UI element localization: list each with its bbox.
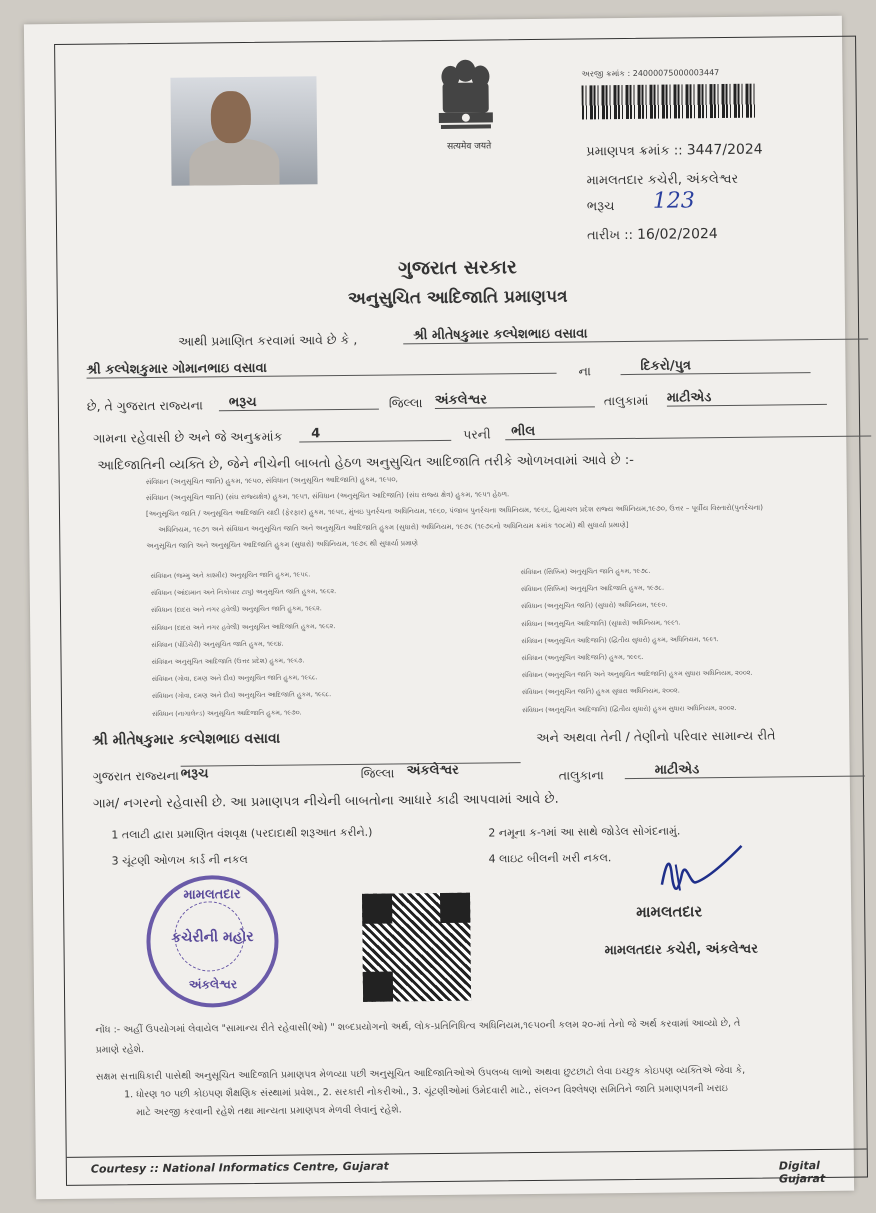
and-or-text: અને અથવા તેની / તેણીનો પરિવાર સામાન્ય રીતે [536,727,776,745]
order-item: સંવિધાન (દાદરા અને નગર હવેલી) અનુસૂચિત જાતિ હુકમ, ૧૯૬૨. [150,604,322,615]
order-item: સંવિધાન (આંદામાન અને નિકોબાર ટાપુ) અનુસૂચિત જાતિ હુકમ, ૧૯૬૨. [150,587,337,598]
residency-jilla-label: જિલ્લા [360,765,395,781]
issue-date-row [587,226,718,243]
fine-print-line: સંવિધાન (અનુસૂચિત જાતિ) (સંઘ રાજ્યક્ષેત્ર) હુકમ, ૧૯૫૧, સંવિધાન (અનુસૂચિત આદિજાતિ) (સંઘ રાજ્ય ક્ષેત્ર) હુકમ, ૧૯૫૧ હેઠળ. [145,490,510,503]
district-label: ભરૂચ [586,199,615,215]
issue-date: 16/02/2024 [636,226,718,243]
certificate-number-row [586,142,763,160]
na-label: ના [578,363,591,379]
talukama-label: તાલુકામાં [603,392,649,409]
resident-text: ગામના રહેવાસી છે અને જે અનુક્રમાંક [93,428,283,446]
order-item: સંવિધાન (ગોવા, દમણ અને દીવ) અનુસૂચિત જાતિ હુકમ, ૧૯૬૮. [151,673,318,684]
note-line: નોંધ :- અહીં ઉપયોગમાં લેવાયેલ "સામાન્ય રીતે રહેવાસી(ઓ) " શબ્દપ્રયોગનો અર્થ, લોક-પ્રતિનિધિત્વ અધિનિયમ,૧૯૫૦ની કલમ ૨૦-માં તેનો જે અર્થ કરવામાં આવ્યો છે, તે [95,1017,741,1036]
serial-number: 4 [299,425,451,443]
state-text: છે, તે ગુજરાત રાજ્યના [86,397,203,414]
order-item: સંવિધાન (અનુસૂચિત આદિજાતિ) હુકમ, ૧૯૯૬. [521,652,644,663]
note-block [95,1013,865,1061]
residency-talukana-label: તાલુકાના [558,767,604,783]
note-line: પ્રમાણે રહેશે. [95,1044,145,1056]
order-item: સંવિધાન (અનુસૂચિત જાતિ) (સુધારો) અધિનિયમ, ૧૯૯૦. [520,601,668,611]
declaration-text: આદિજાતિની વ્યક્તિ છે, જેને નીચેની બાબતો હેઠળ અનુસુચિત આદિજાતિ તરીકે ઓળખવામાં આવે છે :- [97,452,634,474]
orders-left-list [151,564,523,723]
order-item: સંવિધાન (અનુસૂચિત જાતિ અને અનુસૂચિત આદિજાતિ) હુકમ સુધારા અધિનિયમ, ૨૦૦૨. [521,668,753,680]
residency-state-label: ગુજરાત રાજ્યના [92,767,180,784]
orders-right-list [521,561,853,719]
office-seal [146,875,279,1008]
application-number: અરજી ક્રમાંક : 24000075000003447 [581,68,720,79]
eligibility-line: માટે અરજી કરવાની રહેશે તથા માન્યતા પ્રમાણપત્ર મેળવી લેવાનું રહેશે. [136,1104,402,1119]
basis-item-1: 1 તલાટી દ્વારા પ્રમાણિત વંશવૃક્ષ (પરદાદાથી શરૂઆત કરીને.) [111,825,373,842]
order-item: સંવિધાન (ગોવા, દમણ અને દીવ) અનુસૂચિત આદિજાતિ હુકમ, ૧૯૬૮. [151,690,332,701]
footer-courtesy: Courtesy :: National Informatics Centre, Gujarat [90,1159,389,1176]
fine-print-block [146,467,857,554]
certificate-number-label: પ્રમાણપત્ર ક્રમાંક :: [586,143,683,160]
order-item: સંવિધાન (જમ્મુ અને કાશ્મીર) અનુસૂચિત જાતિ હુકમ, ૧૯૫૬. [150,570,311,581]
fine-print-line: અધિનિયમ, ૧૯૭૧ અને સંવિધાન અનુસૂચિત જાતિ અને અનુસૂચિત આદિજાતિ હુકમ (સુધારો) અધિનિયમ, ૧૯૭૬ (૧૯૭૬નો અધિનિયમ ક્રમાંક ૧૦૮મો) થી સુધાર્યા પ્રમાણે] [158,521,629,534]
village-value: માટીએડ [667,389,827,407]
certificate-border [54,36,868,1186]
relation: દિકરો/પુત્ર [620,357,810,375]
candidate-name: શ્રી મીતેષકુમાર કલ્પેશભાઇ વસાવા [403,323,868,344]
fine-print-line: સંવિધાન (અનુસૂચિત જાતિ) હુકમ, ૧૯૫૦, સંવિધાન (અનુસૂચિત આદિજાતિ) હુકમ, ૧૯૫૦, [145,475,398,487]
handwritten-number: 123 [652,188,695,214]
ashoka-emblem-icon [430,52,501,148]
seal-top-text: મામલતદાર [183,887,241,903]
government-title: ગુજરાત સરકાર [398,256,517,280]
residency-village: માટીએડ [625,761,865,780]
issuing-office: મામલતદાર કચેરી, અંકલેશ્વર [586,171,739,189]
residency-district: ભરૂચ [181,762,521,782]
eligibility-line: સક્ષમ સત્તાધિકારી પાસેથી અનુસૂચિત આદિજાતિ પ્રમાણપત્ર મેળવ્યા પછી અનુસૂચિત આદિજાતિઓએ ઉપલબ્ધ લાભો અથવા છુટછાટો લેવા ઇચ્છુક કોઇપણ વ્યક્તિએ જેવા કે, [95,1064,746,1083]
certify-text: આથી પ્રમાણિત કરવામાં આવે છે કે , [178,331,358,349]
parni-label: પરની [463,426,491,442]
resident-name: શ્રી મીતેષકુમાર કલ્પેશભાઇ વસાવા [92,730,281,749]
seal-bottom-text: અંકલેશ્વર [188,977,238,992]
order-item: સંવિધાન (નાગાલેન્ડ) અનુસૂચિત આદિજાતિ હુકમ, ૧૯૭૦. [152,708,302,718]
residency-taluka: અંકલેશ્વર [406,762,459,779]
father-name: શ્રી કલ્પેશકુમાર ગોમાનભાઇ વસાવા [86,358,556,379]
qr-code [362,893,471,1002]
emblem-motto: सत्यमेव जयते [447,141,492,152]
order-item: સંવિધાન અનુસૂચિત આદિજાતિ (ઉત્તર પ્રદેશ) હુકમ, ૧૯૬૭. [151,656,305,667]
order-item: સંવિધાન (અનુસૂચિત આદિજાતિ) (દ્વિતીય સુધારો) હુકમ સુધારા અધિનિયમ, ૨૦૦૨. [522,703,737,714]
order-item: સંવિધાન (સિક્કિમ) અનુસૂચિત આદિજાતિ હુકમ, ૧૯૭૮. [520,583,665,594]
barcode [582,84,756,120]
footer-divider [67,1149,867,1158]
order-item: સંવિધાન (સિક્કિમ) અનુસૂચિત જાતિ હુકમ, ૧૯૭૮. [520,566,651,577]
eligibility-block [96,1061,867,1123]
issue-date-label: તારીખ :: [587,227,634,244]
order-item: સંવિધાન (અનુસૂચિત આદિજાતિ) (દ્વિતીય સુધારો) હુકમ, અધિનિયમ, ૧૯૯૧. [521,634,719,645]
certificate-number: 3447/2024 [686,141,763,159]
tribe-name: ભીલ [505,420,871,440]
signatory-title: મામલતદાર [636,902,703,921]
fine-print-line: અનુસૂચિત જાતિ અને અનુસૂચિત આદિજાતિ હુકમ (સુધારો) અધિનિયમ, ૧૯૭૬ થી સુધાર્યા પ્રમાણે [146,539,418,551]
basis-item-2: 2 નમૂના ક-૧માં આ સાથે જોડેલ સોગંદનામું. [488,824,681,840]
certificate-paper [24,16,854,1200]
order-item: સંવિધાન (દાદરા અને નગર હવેલી) અનુસૂચિત આદિજાતિ હુકમ, ૧૯૬૨. [151,621,336,632]
footer-brand: Digital Gujarat [778,1159,826,1186]
residency-closing: ગામ/ નગરનો રહેવાસી છે. આ પ્રમાણપત્ર નીચેની બાબતોના આધારે કાઢી આપવામાં આવે છે. [92,791,559,812]
certificate-title: અનુસુચિત આદિજાતિ પ્રમાણપત્ર [347,286,568,309]
eligibility-line: 1. ધોરણ ૧૦ પછી કોઇપણ શૈક્ષણિક સંસ્થામાં પ્રવેશ., 2. સરકારી નોકરીઓ., 3. ચૂંટણીઓમાં ઉમેદવારી માટે., સંલગ્ન વિશ્લેષણ સમિતિને જાતિ પ્રમાણપત્રની ખરાઇ [124,1083,728,1101]
applicant-photo [170,76,317,186]
order-item: સંવિધાન (અનુસૂચિત જાતિ) હુકમ સુધારા અધિનિયમ, ૨૦૦૨. [521,686,680,697]
signature-icon [655,844,746,905]
order-item: સંવિધાન (પોંડિચેરી) અનુસૂચિત જાતિ હુકમ, ૧૯૬૪. [151,639,284,649]
fine-print-line: [અનુસૂચિત જાતિ / અનુસૂચિત આદિજાતિ યાદી (ફેરફાર) હુકમ, ૧૯૫૬, મુંબઇ પુનર્રચના અધિનિયમ, ૧૯૬૦, પંજાબ પુનર્રચના અધિનિયમ, ૧૯૬૬, હિમાચલ પ્રદેશ રાજ્ય અધિનિયમ,૧૯૭૦, ઉત્તર – પૂર્વીય વિસ્તારો(પુનર્રચના) [145,503,764,519]
signatory-office: મામલતદાર કચેરી, અંકલેશ્વર [604,941,758,959]
order-item: સંવિધાન (અનુસૂચિત આદિજાતિ) (સુધારો) અધિનિયમ, ૧૯૯૧. [521,618,681,628]
taluka-value: અંકલેશ્વર [435,391,595,409]
seal-middle-text: કચેરીની મહોર [171,928,254,946]
basis-item-3: 3 ચૂંટણી ઓળખ કાર્ડ ની નકલ [111,853,248,868]
jilla-label: જિલ્લા [388,395,423,411]
basis-item-4: 4 લાઇટ બીલની ખરી નકલ. [488,851,612,866]
district-value: ભરૂચ [219,394,379,412]
